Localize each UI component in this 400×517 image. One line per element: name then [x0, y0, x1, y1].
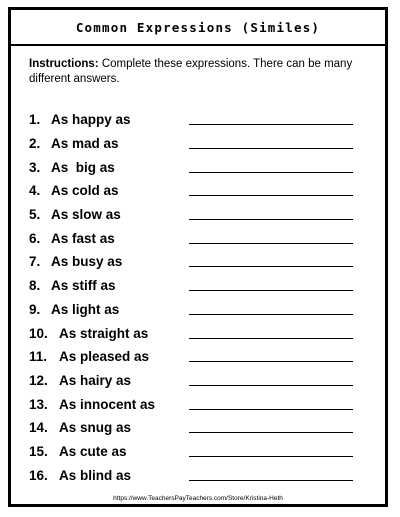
answer-blank[interactable] — [189, 266, 353, 267]
list-item — [29, 250, 369, 274]
list-item — [29, 321, 369, 345]
item-prompt: As cold as — [51, 183, 119, 199]
answer-blank[interactable] — [189, 290, 353, 291]
instructions-text: Complete these expressions. There can be many different answers. — [29, 58, 353, 85]
item-prompt: As cute as — [59, 443, 127, 459]
item-prompt: As light as — [51, 301, 120, 317]
answer-blank[interactable] — [189, 456, 353, 457]
item-number: 4. — [29, 183, 41, 199]
item-number: 8. — [29, 278, 41, 294]
instructions-label: Instructions: — [29, 58, 99, 70]
list-item — [29, 440, 369, 464]
item-number: 6. — [29, 230, 41, 246]
list-item — [29, 155, 369, 179]
item-prompt: As big as — [51, 159, 115, 175]
answer-blank[interactable] — [189, 148, 353, 149]
list-item — [29, 416, 369, 440]
answer-blank[interactable] — [189, 409, 353, 410]
item-prompt: As hairy as — [59, 372, 132, 388]
answer-blank[interactable] — [189, 195, 353, 196]
answer-blank[interactable] — [189, 338, 353, 339]
title-divider — [11, 44, 385, 46]
answer-blank[interactable] — [189, 432, 353, 433]
item-prompt: As busy as — [51, 254, 123, 270]
item-prompt: As innocent as — [59, 396, 156, 412]
item-number: 1. — [29, 112, 41, 128]
answer-blank[interactable] — [189, 480, 353, 481]
item-prompt: As fast as — [51, 230, 115, 246]
item-prompt: As stiff as — [51, 278, 116, 294]
item-prompt: As straight as — [59, 325, 149, 341]
list-item — [29, 463, 369, 487]
item-prompt: As pleased as — [59, 349, 150, 365]
item-prompt: As blind as — [59, 467, 132, 483]
list-item — [29, 132, 369, 156]
footer-url: https://www.TeachersPayTeachers.com/Store/Kristina-Heth — [113, 495, 283, 502]
item-prompt: As slow as — [51, 207, 121, 223]
list-item — [29, 274, 369, 298]
item-prompt: As happy as — [51, 112, 131, 128]
item-number: 13. — [29, 396, 48, 412]
item-prompt: As snug as — [59, 420, 132, 436]
simile-list — [29, 108, 369, 487]
item-number: 9. — [29, 301, 41, 317]
item-prompt: As mad as — [51, 136, 119, 152]
answer-blank[interactable] — [189, 124, 353, 125]
item-number: 11. — [29, 349, 48, 365]
worksheet-title: Common Expressions (Similes) — [75, 20, 321, 35]
answer-blank[interactable] — [189, 361, 353, 362]
item-number: 10. — [29, 325, 48, 341]
list-item — [29, 345, 369, 369]
item-number: 3. — [29, 159, 41, 175]
list-item — [29, 392, 369, 416]
item-number: 16. — [29, 467, 48, 483]
list-item — [29, 179, 369, 203]
list-item — [29, 108, 369, 132]
answer-blank[interactable] — [189, 243, 353, 244]
item-number: 15. — [29, 443, 48, 459]
instructions — [29, 57, 369, 87]
list-item — [29, 226, 369, 250]
answer-blank[interactable] — [189, 172, 353, 173]
item-number: 14. — [29, 420, 48, 436]
list-item — [29, 369, 369, 393]
answer-blank[interactable] — [189, 219, 353, 220]
list-item — [29, 203, 369, 227]
answer-blank[interactable] — [189, 314, 353, 315]
item-number: 2. — [29, 136, 41, 152]
worksheet — [8, 7, 388, 507]
item-number: 12. — [29, 372, 48, 388]
answer-blank[interactable] — [189, 385, 353, 386]
item-number: 7. — [29, 254, 41, 270]
list-item — [29, 298, 369, 322]
item-number: 5. — [29, 207, 41, 223]
